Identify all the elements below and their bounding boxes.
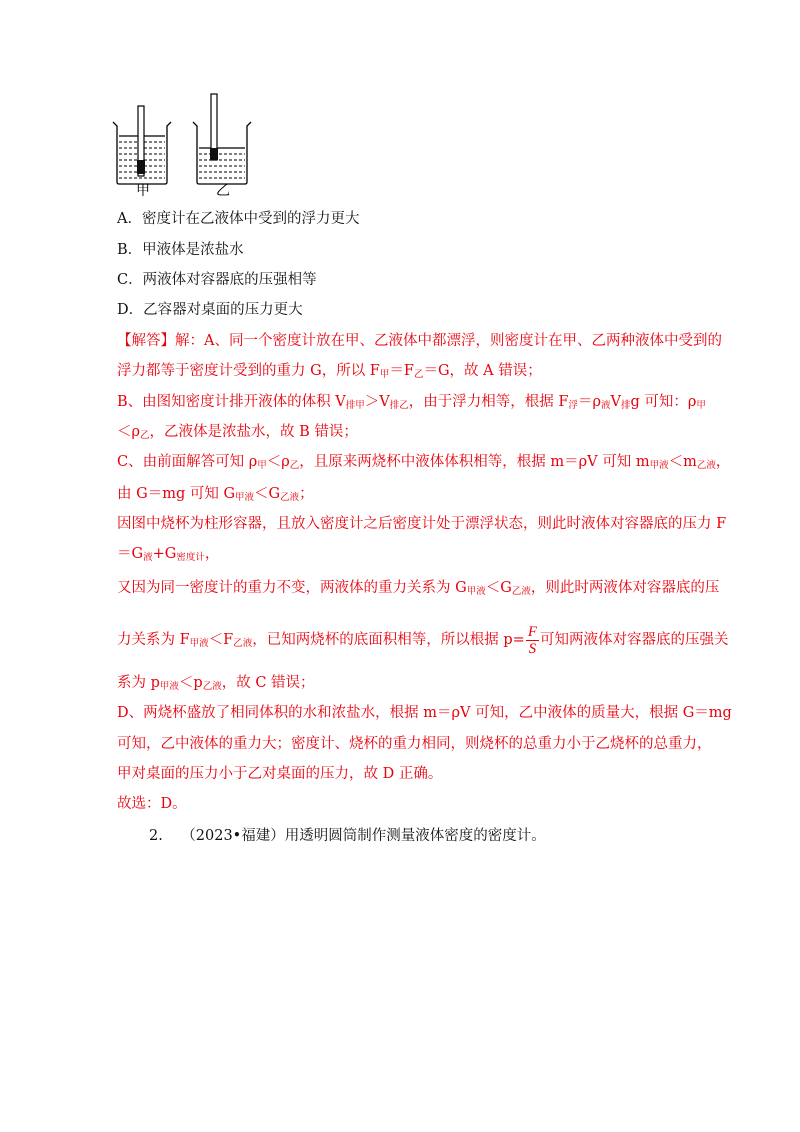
- option-c: C．两液体对容器底的压强相等: [117, 272, 317, 288]
- answer-line-15: 故选：D。: [117, 796, 187, 812]
- label-yi: 乙: [216, 183, 230, 199]
- question-number: 2.: [149, 828, 163, 844]
- label-jia: 甲: [136, 183, 150, 199]
- answer-line-6: 由 G＝mg 可知 $G_{甲液}<G_{乙液}$；: [117, 486, 314, 503]
- answer-line-1: 【解答】解：A、同一个密度计放在甲、乙液体中都漂浮，则密度计在甲、乙两种液体中受到的: [117, 333, 722, 349]
- next-question: [149, 826, 546, 846]
- answer-line-14: 甲对桌面的压力小于乙对桌面的压力，故 D 正确。: [117, 766, 443, 782]
- option-b: B．甲液体是浓盐水: [117, 242, 244, 258]
- answer-line-10: 力关系为 $F_{甲液}<F_{乙液}$，已知两烧杯的底面积相等，所以根据 p= $\frac{F}{S}$ 可知两液体对容器底的压强关: [117, 623, 729, 657]
- hydrometer-right: [210, 94, 218, 160]
- hydrometer-left: [137, 106, 145, 176]
- beaker-right: [193, 122, 251, 184]
- answer-line-5: C、由前面解答可知 $\rho_甲<\rho_乙$，且原来两烧杯中液体体积相等，根据 m＝ρV 可知 $m_{甲液}<m_{乙液}$，: [117, 454, 731, 471]
- answer-line-3: B、由图知密度计排开液体的体积 $V_{排甲}>V_{排乙}$，由于浮力相等，根据 $F_浮=\rho_液V_排g$ 可知：$\rho_甲$: [117, 394, 706, 411]
- answer-line-8: $=G_液+G_{密度计}$，: [117, 546, 220, 563]
- answer-line-11: 系为 $p_{甲液}<p_{乙液}$，故 C 错误；: [117, 675, 315, 692]
- fraction-f-over-s: $\frac{F}{S}$: [527, 623, 537, 657]
- answer-line-12: D、两烧杯盛放了相同体积的水和浓盐水，根据 m＝ρV 可知，乙中液体的质量大，根据 G＝mg: [117, 705, 732, 721]
- answer-line-7: 因图中烧杯为柱形容器，且放入密度计之后密度计处于漂浮状态，则此时液体对容器底的压力 F: [117, 516, 727, 532]
- answer-line-4: $<\rho_乙$，乙液体是浓盐水，故 B 错误；: [117, 424, 358, 441]
- option-d: D．乙容器对桌面的压力更大: [117, 302, 303, 318]
- question-text: （2023•福建）用透明圆筒制作测量液体密度的密度计。: [181, 828, 546, 844]
- answer-tag: 【解答】: [117, 333, 175, 349]
- beakers-illustration: [110, 92, 260, 199]
- beaker-figure: [110, 92, 260, 199]
- option-a: A．密度计在乙液体中受到的浮力更大: [117, 211, 360, 227]
- answer-line-13: 可知，乙中液体的重力大；密度计、烧杯的重力相同，则烧杯的总重力小于乙烧杯的总重力，: [117, 736, 712, 752]
- answer-line-9: 又因为同一密度计的重力不变，两液体的重力关系为 $G_{甲液}<G_{乙液}$，则此时两液体对容器底的压: [117, 580, 720, 597]
- answer-line-2: 浮力都等于密度计受到的重力 G，所以 $F_甲=F_乙=G$，故 A 错误；: [117, 363, 542, 380]
